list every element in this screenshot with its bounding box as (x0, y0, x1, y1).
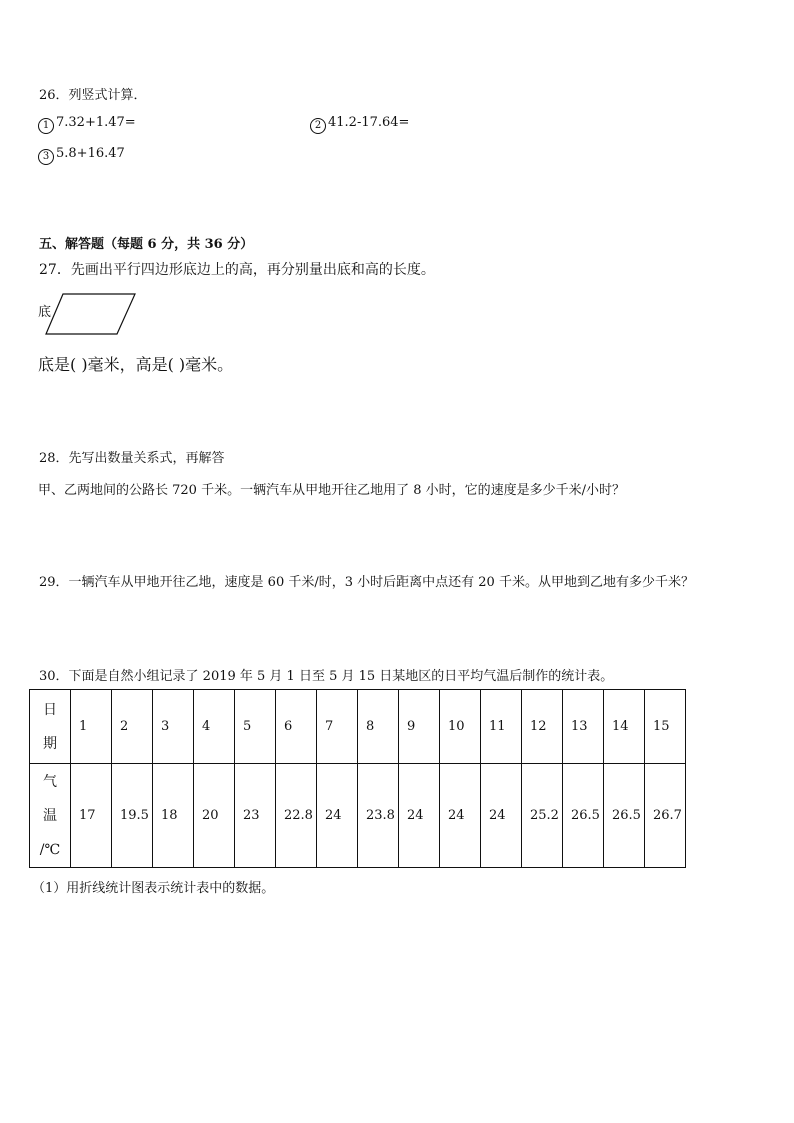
q26-expr-1: 7.32+1.47= (56, 115, 136, 130)
table-cell: 23 (235, 764, 276, 868)
table-row-temps (30, 764, 686, 868)
q30-sub1: （1）用折线统计图表示统计表中的数据。 (32, 881, 275, 896)
q26-item-2 (310, 115, 409, 134)
q26-item-1 (38, 115, 136, 134)
table-row-dates (30, 690, 686, 764)
table-cell: 3 (153, 690, 194, 764)
table-cell: 7 (317, 690, 358, 764)
q28-body: 甲、乙两地间的公路长 720 千米。一辆汽车从甲地开往乙地用了 8 小时，它的速度是多少千米/小时？ (38, 483, 625, 498)
q30-title: 30．下面是自然小组记录了 2019 年 5 月 1 日至 5 月 15 日某地区的日平均气温后制作的统计表。 (39, 669, 614, 684)
circled-number: 2 (310, 118, 326, 134)
q26-item-3 (38, 146, 125, 165)
table-cell: 20 (194, 764, 235, 868)
table-cell: 25.2 (522, 764, 563, 868)
base-label: 底 (38, 305, 52, 320)
table-cell: 19.5 (112, 764, 153, 868)
row-header-temp: 气 温 /℃ (30, 764, 71, 868)
table-cell: 13 (563, 690, 604, 764)
table-cell: 17 (71, 764, 112, 868)
temperature-table (29, 689, 686, 868)
table-cell: 8 (358, 690, 399, 764)
table-cell: 5 (235, 690, 276, 764)
parallelogram-figure (44, 291, 140, 337)
table-cell: 14 (604, 690, 645, 764)
q26-expr-3: 5.8+16.47 (56, 146, 125, 161)
q27-title: 27．先画出平行四边形底边上的高，再分别量出底和高的长度。 (39, 262, 435, 278)
table-cell: 12 (522, 690, 563, 764)
table-cell: 2 (112, 690, 153, 764)
table-cell: 15 (645, 690, 686, 764)
table-cell: 24 (481, 764, 522, 868)
table-cell: 9 (399, 690, 440, 764)
table-cell: 23.8 (358, 764, 399, 868)
table-cell: 24 (317, 764, 358, 868)
table-cell: 10 (440, 690, 481, 764)
table-cell: 26.5 (604, 764, 645, 868)
table-cell: 24 (399, 764, 440, 868)
table-cell: 24 (440, 764, 481, 868)
q26-expr-2: 41.2-17.64= (328, 115, 410, 130)
table-cell: 22.8 (276, 764, 317, 868)
table-cell: 6 (276, 690, 317, 764)
circled-number: 1 (38, 118, 54, 134)
parallelogram-shape (46, 294, 135, 334)
table-cell: 11 (481, 690, 522, 764)
q28-title: 28．先写出数量关系式，再解答 (39, 451, 225, 466)
q29-title: 29．一辆汽车从甲地开往乙地，速度是 60 千米/时，3 小时后距离中点还有 20 千米。从甲地到乙地有多少千米？ (39, 575, 694, 590)
table-cell: 18 (153, 764, 194, 868)
table-cell: 4 (194, 690, 235, 764)
q26-title: 26．列竖式计算． (39, 88, 147, 103)
section-title: 五、解答题（每题 6 分，共 36 分） (39, 237, 254, 252)
row-header-date: 日 期 (30, 690, 71, 764)
table-cell: 26.5 (563, 764, 604, 868)
table-cell: 1 (71, 690, 112, 764)
circled-number: 3 (38, 149, 54, 165)
q27-answer: 底是( )毫米，高是( )毫米。 (38, 355, 234, 374)
table-cell: 26.7 (645, 764, 686, 868)
